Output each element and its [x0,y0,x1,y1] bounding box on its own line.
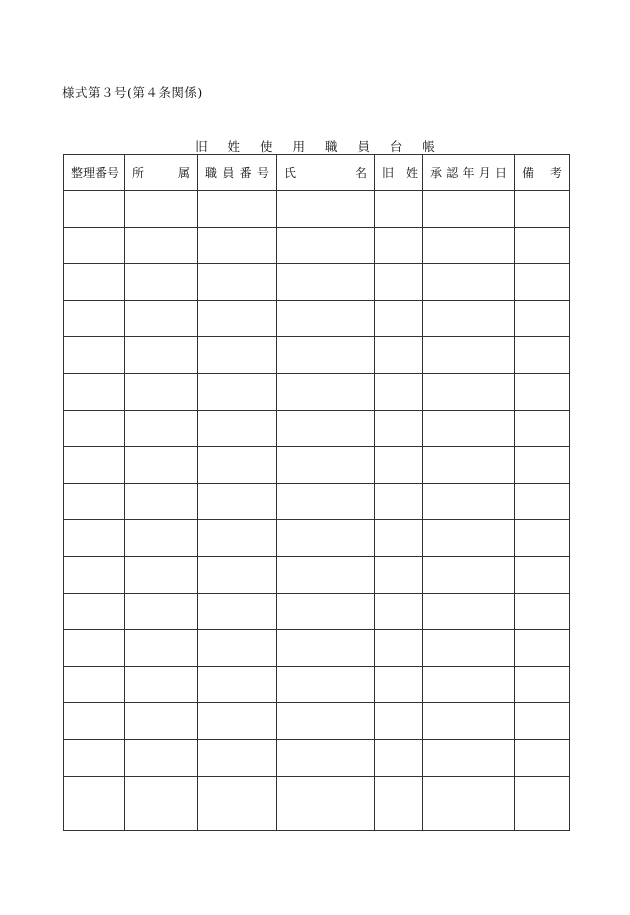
table-cell [515,447,570,484]
table-cell [64,191,125,228]
table-cell [125,556,198,593]
table-cell [423,556,515,593]
table-row [64,556,570,593]
table-cell [423,373,515,410]
table-cell [423,630,515,667]
table-cell [64,300,125,337]
table-cell [277,483,375,520]
table-cell [515,776,570,830]
table-cell [515,520,570,557]
table-cell [64,703,125,740]
header-cell-seiri-bango: 整理番号 [64,155,125,191]
table-cell [515,191,570,228]
table-cell [64,593,125,630]
table-cell [198,556,277,593]
ledger-title: 旧 姓 使 用 職 員 台 帳 [195,139,443,154]
table-cell [515,410,570,447]
ledger-body [64,191,570,831]
table-cell [423,227,515,264]
table-cell [423,593,515,630]
table-cell [198,630,277,667]
table-cell [64,337,125,374]
table-cell [198,666,277,703]
table-cell [515,593,570,630]
table-cell [198,703,277,740]
table-row [64,630,570,667]
table-row [64,666,570,703]
table-cell [125,776,198,830]
table-cell [375,410,423,447]
table-cell [277,703,375,740]
table-cell [64,666,125,703]
table-cell [375,776,423,830]
table-cell [198,593,277,630]
table-cell [375,447,423,484]
table-cell [515,337,570,374]
table-cell [198,300,277,337]
table-cell [515,483,570,520]
table-cell [423,337,515,374]
table-cell [64,630,125,667]
table-cell [375,739,423,776]
table-cell [423,300,515,337]
header-row [64,155,570,191]
table-cell [515,739,570,776]
table-cell [64,483,125,520]
table-cell [64,373,125,410]
table-cell [375,483,423,520]
table-cell [277,191,375,228]
table-cell [125,593,198,630]
header-cell-biko: 備 考 [515,155,570,191]
table-cell [375,556,423,593]
table-cell [277,630,375,667]
table-cell [125,666,198,703]
table-cell [125,227,198,264]
table-cell [64,227,125,264]
table-cell [277,447,375,484]
table-cell [125,703,198,740]
table-cell [515,300,570,337]
header-cell-kyusei: 旧 姓 [375,155,423,191]
table-cell [375,703,423,740]
table-cell [125,373,198,410]
table-cell [125,264,198,301]
header-cell-shonin-nengappi: 承認年月日 [423,155,515,191]
table-cell [423,483,515,520]
table-row [64,739,570,776]
table-cell [515,703,570,740]
table-cell [125,483,198,520]
table-cell [198,447,277,484]
table-cell [375,191,423,228]
table-cell [375,264,423,301]
table-cell [515,666,570,703]
table-cell [277,556,375,593]
table-cell [198,410,277,447]
table-cell [423,520,515,557]
table-cell [64,410,125,447]
table-cell [277,739,375,776]
table-cell [277,776,375,830]
table-row [64,337,570,374]
table-cell [277,593,375,630]
table-cell [515,227,570,264]
table-cell [198,264,277,301]
table-cell [375,337,423,374]
table-row [64,410,570,447]
table-row [64,776,570,830]
table-cell [125,739,198,776]
table-cell [198,227,277,264]
table-cell [423,447,515,484]
header-cell-shozoku: 所 属 [125,155,198,191]
form-number: 様式第３号(第４条関係) [62,85,203,100]
table-cell [423,739,515,776]
table-cell [423,410,515,447]
table-cell [375,630,423,667]
table-row [64,593,570,630]
table-row [64,483,570,520]
table-cell [375,520,423,557]
table-cell [198,191,277,228]
table-cell [277,337,375,374]
table-cell [198,776,277,830]
table-cell [277,520,375,557]
table-row [64,447,570,484]
table-cell [125,300,198,337]
table-cell [515,264,570,301]
table-cell [125,337,198,374]
table-cell [64,776,125,830]
table-cell [125,191,198,228]
table-cell [375,373,423,410]
table-cell [198,373,277,410]
table-cell [64,556,125,593]
table-cell [277,666,375,703]
table-cell [423,191,515,228]
table-cell [423,264,515,301]
table-cell [277,227,375,264]
table-cell [125,410,198,447]
table-row [64,227,570,264]
ledger-table [63,154,570,831]
header-cell-shokuin-bango: 職員番号 [198,155,277,191]
table-cell [375,593,423,630]
table-cell [423,703,515,740]
table-cell [198,337,277,374]
table-cell [125,447,198,484]
header-cell-shimei: 氏 名 [277,155,375,191]
table-cell [64,264,125,301]
table-cell [515,556,570,593]
table-row [64,703,570,740]
table-cell [375,300,423,337]
table-row [64,520,570,557]
table-row [64,191,570,228]
table-cell [198,739,277,776]
table-cell [515,630,570,667]
table-row [64,373,570,410]
table-cell [515,373,570,410]
table-cell [64,447,125,484]
table-cell [64,520,125,557]
table-cell [277,373,375,410]
table-row [64,264,570,301]
table-cell [125,520,198,557]
table-cell [125,630,198,667]
table-cell [277,264,375,301]
table-cell [375,666,423,703]
table-cell [277,410,375,447]
table-cell [423,666,515,703]
table-row [64,300,570,337]
table-cell [198,520,277,557]
table-cell [375,227,423,264]
table-cell [423,776,515,830]
table-cell [64,739,125,776]
table-cell [277,300,375,337]
table-cell [198,483,277,520]
